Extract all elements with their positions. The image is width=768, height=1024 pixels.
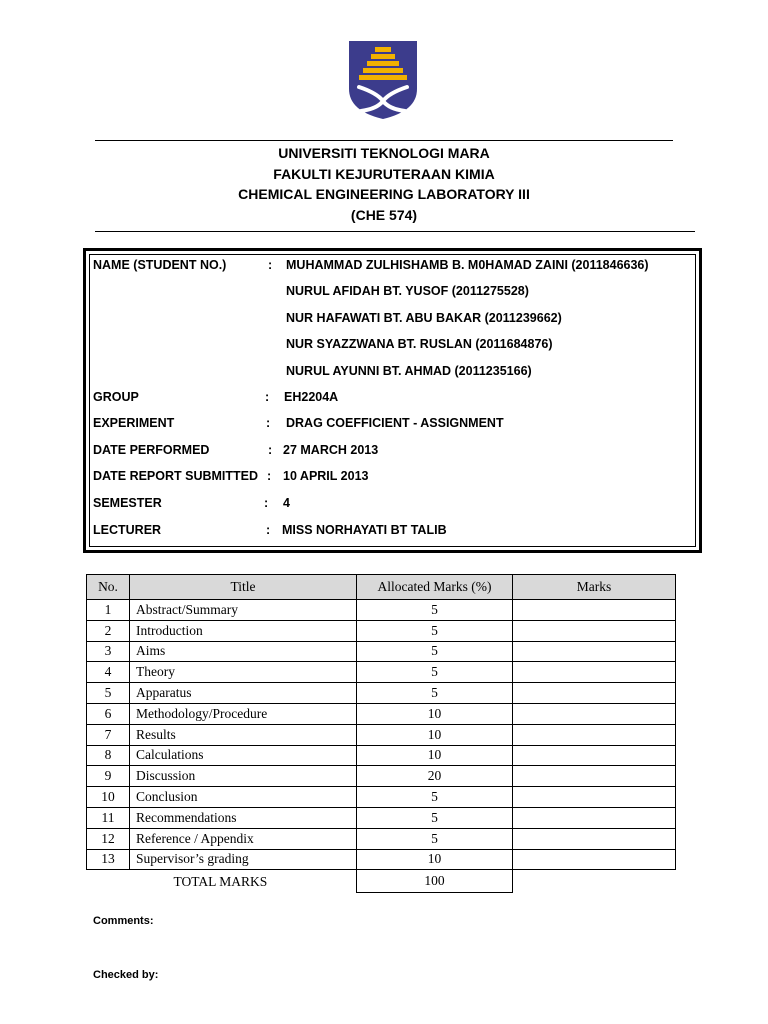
row-no: 13 (87, 849, 130, 870)
row-title: Results (130, 724, 357, 745)
row-marks-input[interactable] (513, 703, 676, 724)
row-allocated: 5 (357, 641, 513, 662)
row-no: 5 (87, 683, 130, 704)
row-allocated: 10 (357, 745, 513, 766)
row-marks-input[interactable] (513, 724, 676, 745)
row-no: 1 (87, 600, 130, 621)
row-title: Supervisor’s grading (130, 849, 357, 870)
row-title: Recommendations (130, 807, 357, 828)
total-row (87, 870, 676, 893)
row-marks-input[interactable] (513, 745, 676, 766)
document-header (0, 143, 768, 225)
date-submitted-label: DATE REPORT SUBMITTED (93, 469, 259, 483)
col-header-title: Title (130, 575, 357, 600)
row-allocated: 5 (357, 807, 513, 828)
row-no: 4 (87, 662, 130, 683)
table-row (87, 620, 676, 641)
table-row (87, 600, 676, 621)
student-2: NURUL AFIDAH BT. YUSOF (2011275528) (286, 284, 529, 298)
row-no: 12 (87, 828, 130, 849)
table-row (87, 683, 676, 704)
row-allocated: 10 (357, 703, 513, 724)
lecturer-colon: : (266, 523, 271, 537)
university-name: UNIVERSITI TEKNOLOGI MARA (278, 145, 490, 161)
row-title: Introduction (130, 620, 357, 641)
student-4: NUR SYAZZWANA BT. RUSLAN (2011684876) (286, 337, 553, 351)
row-marks-input[interactable] (513, 807, 676, 828)
table-row (87, 807, 676, 828)
semester-colon: : (264, 496, 269, 510)
row-marks-input[interactable] (513, 620, 676, 641)
row-allocated: 5 (357, 787, 513, 808)
row-no: 10 (87, 787, 130, 808)
table-header-row (87, 575, 676, 600)
experiment-colon: : (266, 416, 271, 430)
total-label: TOTAL MARKS (173, 873, 268, 889)
student-1: MUHAMMAD ZULHISHAMB B. M0HAMAD ZAINI (2011846636) (286, 258, 649, 272)
course-code: (CHE 574) (350, 206, 418, 223)
date-submitted-value: 10 APRIL 2013 (283, 469, 369, 483)
date-submitted-colon: : (267, 469, 272, 483)
row-allocated: 5 (357, 662, 513, 683)
row-allocated: 10 (357, 849, 513, 870)
lecturer-label: LECTURER (93, 523, 162, 537)
row-title: Calculations (130, 745, 357, 766)
row-marks-input[interactable] (513, 828, 676, 849)
comments-label: Comments: (93, 915, 154, 927)
row-allocated: 5 (357, 683, 513, 704)
top-rule (95, 140, 673, 141)
lecturer-value: MISS NORHAYATI BT TALIB (282, 523, 447, 537)
table-row (87, 641, 676, 662)
total-value: 100 (357, 870, 513, 893)
row-marks-input[interactable] (513, 787, 676, 808)
table-row (87, 828, 676, 849)
date-performed-colon: : (268, 443, 273, 457)
col-header-marks: Marks (513, 575, 676, 600)
name-label: NAME (STUDENT NO.) (93, 258, 227, 272)
row-title: Discussion (130, 766, 357, 787)
row-no: 6 (87, 703, 130, 724)
header-bottom-rule (95, 231, 695, 232)
row-marks-input[interactable] (513, 766, 676, 787)
row-title: Reference / Appendix (130, 828, 357, 849)
row-title: Aims (130, 641, 357, 662)
row-no: 11 (87, 807, 130, 828)
student-3: NUR HAFAWATI BT. ABU BAKAR (2011239662) (286, 311, 562, 325)
row-allocated: 5 (357, 828, 513, 849)
row-no: 9 (87, 766, 130, 787)
date-performed-value: 27 MARCH 2013 (283, 443, 379, 457)
col-header-no: No. (87, 575, 130, 600)
table-row (87, 766, 676, 787)
row-no: 2 (87, 620, 130, 641)
row-title: Apparatus (130, 683, 357, 704)
row-no: 8 (87, 745, 130, 766)
group-colon: : (265, 390, 270, 404)
row-no: 3 (87, 641, 130, 662)
table-row (87, 703, 676, 724)
group-label: GROUP (93, 390, 139, 404)
group-value: EH2204A (284, 390, 339, 404)
row-no: 7 (87, 724, 130, 745)
experiment-label: EXPERIMENT (93, 416, 175, 430)
row-title: Conclusion (130, 787, 357, 808)
row-allocated: 5 (357, 620, 513, 641)
row-allocated: 5 (357, 600, 513, 621)
row-title: Theory (130, 662, 357, 683)
row-title: Methodology/Procedure (130, 703, 357, 724)
row-marks-input[interactable] (513, 683, 676, 704)
course-name: CHEMICAL ENGINEERING LABORATORY III (238, 186, 530, 202)
experiment-value: DRAG COEFFICIENT - ASSIGNMENT (286, 416, 504, 430)
row-title: Abstract/Summary (130, 600, 357, 621)
name-colon: : (268, 258, 273, 272)
student-5: NURUL AYUNNI BT. AHMAD (2011235166) (286, 364, 532, 378)
row-marks-input[interactable] (513, 662, 676, 683)
row-allocated: 20 (357, 766, 513, 787)
row-allocated: 10 (357, 724, 513, 745)
col-header-allocated: Allocated Marks (%) (357, 575, 513, 600)
date-performed-label: DATE PERFORMED (93, 443, 210, 457)
faculty-name: FAKULTI KEJURUTERAAN KIMIA (273, 165, 495, 182)
table-row (87, 745, 676, 766)
table-row (87, 849, 676, 870)
university-crest-logo (347, 39, 419, 121)
semester-label: SEMESTER (93, 496, 162, 510)
row-marks-input[interactable] (513, 849, 676, 870)
marks-table (86, 574, 676, 893)
row-marks-input[interactable] (513, 600, 676, 621)
table-row (87, 662, 676, 683)
table-row (87, 724, 676, 745)
table-row (87, 787, 676, 808)
checked-by-label: Checked by: (93, 969, 159, 981)
semester-value: 4 (283, 496, 290, 510)
row-marks-input[interactable] (513, 641, 676, 662)
